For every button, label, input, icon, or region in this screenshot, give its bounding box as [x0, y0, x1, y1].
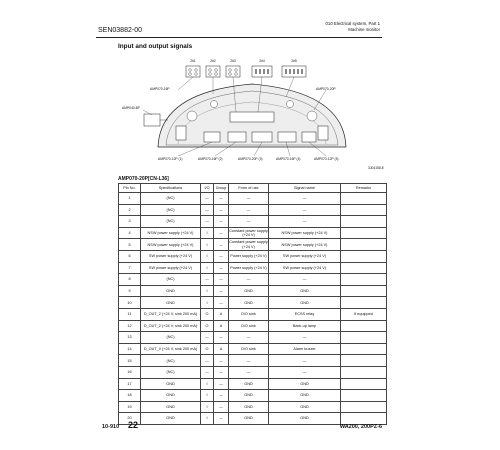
cell-io: I [201, 413, 214, 425]
cell-form: D/O sink [229, 320, 269, 332]
cell-io: — [201, 274, 214, 286]
cell-group: — [214, 390, 229, 402]
cell-spec: GND [141, 413, 201, 425]
cell-spec: (NC) [141, 355, 201, 367]
cell-group: — [214, 250, 229, 262]
cell-remarks [341, 262, 387, 274]
col-header-signal: Signal name [269, 184, 341, 193]
cell-group: — [214, 216, 229, 228]
cell-signal: — [269, 366, 341, 378]
connector-label-mid-left: AMP040-8P [122, 106, 140, 110]
cell-spec: GND [141, 401, 201, 413]
cell-form: Power supply (+24 V) [229, 262, 269, 274]
table-row [119, 274, 387, 286]
cell-form: GND [229, 285, 269, 297]
pin-label-1: 2#1 [190, 59, 196, 63]
cell-remarks: If equipped [341, 308, 387, 320]
cell-remarks [341, 320, 387, 332]
cell-group: — [214, 332, 229, 344]
cell-form: GND [229, 413, 269, 425]
cell-group: — [214, 193, 229, 205]
table-row [119, 193, 387, 205]
cell-signal: NSW power supply (+24 V) [269, 239, 341, 251]
cell-form: — [229, 204, 269, 216]
cell-spec: GND [141, 378, 201, 390]
figure-ref: 3J04158-E [368, 166, 384, 170]
cell-signal: — [269, 332, 341, 344]
cell-remarks [341, 413, 387, 425]
cell-form: GND [229, 297, 269, 309]
connector-label-bottom-1: AMP070-12P (1) [158, 157, 183, 161]
cell-remarks [341, 274, 387, 286]
connector-label-bottom-4: AMP070-16P (4) [276, 157, 301, 161]
cell-form: — [229, 274, 269, 286]
cell-spec: (NC) [141, 274, 201, 286]
cell-pin: 15 [119, 355, 141, 367]
table-row [119, 401, 387, 413]
cell-io: I [201, 401, 214, 413]
connector-label-bottom-5: AMP070-12P (5) [314, 157, 339, 161]
pin-label-2: 2#2 [210, 59, 216, 63]
cell-remarks [341, 297, 387, 309]
cell-spec: (NC) [141, 366, 201, 378]
cell-group: — [214, 285, 229, 297]
cell-spec: GND [141, 285, 201, 297]
pin-connector-2 [206, 66, 220, 77]
cell-remarks [341, 193, 387, 205]
cell-spec: D_OUT_2 (+24 V, sink 200 mA) [141, 308, 201, 320]
cell-pin: 2 [119, 204, 141, 216]
cell-spec: NSW power supply (+24 V) [141, 227, 201, 239]
pin-label-4: 2#4 [259, 59, 265, 63]
cell-pin: 8 [119, 274, 141, 286]
table-row [119, 239, 387, 251]
pin-connector-5 [282, 66, 306, 77]
cell-remarks [341, 378, 387, 390]
table-row [119, 308, 387, 320]
cell-signal: — [269, 204, 341, 216]
cell-pin: 16 [119, 366, 141, 378]
cell-group: — [214, 274, 229, 286]
cell-group: A [214, 343, 229, 355]
cell-remarks [341, 204, 387, 216]
header-rule [96, 37, 382, 38]
cell-form: GND [229, 390, 269, 402]
cell-signal: GND [269, 413, 341, 425]
cell-pin: 9 [119, 285, 141, 297]
col-header-io: I/O [201, 184, 214, 193]
cell-spec: (NC) [141, 204, 201, 216]
cell-group: — [214, 355, 229, 367]
header-section [326, 21, 380, 32]
cell-group: — [214, 239, 229, 251]
table-row [119, 262, 387, 274]
cell-pin: 20 [119, 413, 141, 425]
cell-pin: 11 [119, 308, 141, 320]
cell-group: — [214, 366, 229, 378]
table-row [119, 204, 387, 216]
cell-io: I [201, 250, 214, 262]
cell-remarks [341, 285, 387, 297]
cell-remarks [341, 216, 387, 228]
cell-pin: 12 [119, 320, 141, 332]
cell-form: GND [229, 378, 269, 390]
cell-form: Constant power supply (+24 V) [229, 240, 268, 249]
cell-group: A [214, 320, 229, 332]
cell-io: O [201, 320, 214, 332]
cell-form: D/O sink [229, 308, 269, 320]
cell-pin: 7 [119, 262, 141, 274]
cell-signal: — [269, 216, 341, 228]
cell-spec: (NC) [141, 332, 201, 344]
col-header-pin: Pin No. [119, 184, 141, 193]
cell-signal: GND [269, 401, 341, 413]
cell-group: A [214, 308, 229, 320]
table-row [119, 413, 387, 425]
cell-signal: — [269, 355, 341, 367]
cell-pin: 10 [119, 297, 141, 309]
cell-pin: 18 [119, 390, 141, 402]
pin-connector-3 [226, 66, 240, 77]
cell-remarks [341, 390, 387, 402]
cell-form: D/O sink [229, 343, 269, 355]
cell-group: — [214, 378, 229, 390]
cell-signal: ECSS relay [269, 308, 341, 320]
table-row [119, 355, 387, 367]
cell-form: — [229, 355, 269, 367]
header-section-line2: Machine monitor [348, 26, 380, 32]
table-header-row [119, 184, 387, 193]
cell-io: I [201, 239, 214, 251]
table-row [119, 216, 387, 228]
cell-pin: 19 [119, 401, 141, 413]
cell-signal: GND [269, 378, 341, 390]
cell-io: I [201, 297, 214, 309]
cell-remarks [341, 332, 387, 344]
cell-remarks [341, 355, 387, 367]
cell-form: Constant power supply (+24 V) [229, 228, 268, 238]
cell-form: — [229, 332, 269, 344]
cell-signal: — [269, 274, 341, 286]
cell-pin: 6 [119, 250, 141, 262]
footer-model: WA200, 200PZ-6 [339, 424, 382, 430]
cell-signal: — [269, 193, 341, 205]
cell-io: — [201, 204, 214, 216]
cell-pin: 3 [119, 216, 141, 228]
cell-pin: 17 [119, 378, 141, 390]
cell-signal: Back-up lamp [269, 320, 341, 332]
cell-group: — [214, 413, 229, 425]
cell-spec: D_OUT_0 (+24 V, sink 200 mA) [141, 343, 201, 355]
connector-diagram [118, 52, 386, 172]
pin-connector-1 [186, 66, 200, 77]
cell-remarks [341, 250, 387, 262]
cell-form: — [229, 216, 269, 228]
table-title: AMP070-20P[CN-L36] [118, 176, 169, 182]
cell-group: — [214, 262, 229, 274]
cell-form: Power supply (+24 V) [229, 250, 269, 262]
table-row [119, 378, 387, 390]
cell-pin: 5 [119, 239, 141, 251]
cell-io: I [201, 390, 214, 402]
cell-group: — [214, 297, 229, 309]
cell-io: O [201, 308, 214, 320]
cell-group: — [214, 227, 229, 239]
cell-spec: GND [141, 390, 201, 402]
cell-spec: GND [141, 297, 201, 309]
cell-spec: (NC) [141, 216, 201, 228]
footer-page-number: 22 [128, 420, 139, 430]
cell-remarks [341, 401, 387, 413]
connector-label-top-left: AMP070-16P [150, 87, 170, 91]
footer-section-ref: 10-910 [102, 424, 120, 430]
cell-io: — [201, 193, 214, 205]
cell-spec: NSW power supply (+24 V) [141, 239, 201, 251]
cell-io: I [201, 378, 214, 390]
cell-io: — [201, 355, 214, 367]
pin-table [118, 183, 387, 425]
cell-pin: 14 [119, 343, 141, 355]
table-row [119, 332, 387, 344]
table-row [119, 297, 387, 309]
header-section-line1: 010 Electrical system, Part 1 [325, 21, 380, 26]
pin-label-3: 2#3 [230, 59, 236, 63]
connector-label-bottom-2: AMP070-16P (2) [198, 157, 223, 161]
table-body [119, 193, 387, 425]
cell-signal: GND [269, 285, 341, 297]
col-header-spec: Specifications [141, 184, 201, 193]
cell-pin: 13 [119, 332, 141, 344]
col-header-group: Group [214, 184, 229, 193]
cell-signal: SW power supply (+24 V) [269, 262, 341, 274]
table-row [119, 227, 387, 239]
cell-pin: 4 [119, 227, 141, 239]
cell-form: — [229, 193, 269, 205]
cell-group: — [214, 204, 229, 216]
header-doc-id: SEN03882-00 [98, 27, 142, 34]
table-row [119, 390, 387, 402]
cell-form: GND [229, 401, 269, 413]
cell-io: I [201, 227, 214, 239]
cell-io: I [201, 262, 214, 274]
table-row [119, 320, 387, 332]
pin-label-5: 2#5 [291, 59, 297, 63]
cell-remarks [341, 366, 387, 378]
cell-spec: D_OUT_2 (+24 V, sink 200 mA) [141, 320, 201, 332]
cell-spec: SW power supply (+24 V) [141, 250, 201, 262]
cell-io: — [201, 366, 214, 378]
cell-remarks [341, 343, 387, 355]
table-row [119, 366, 387, 378]
cell-spec: (NC) [141, 193, 201, 205]
cell-signal: Alarm buzzer [269, 343, 341, 355]
table-row [119, 250, 387, 262]
cell-form: — [229, 366, 269, 378]
cell-remarks [341, 227, 387, 239]
section-title: Input and output signals [118, 43, 193, 50]
cell-group: — [214, 401, 229, 413]
monitor-back-housing [144, 84, 346, 147]
cell-signal: GND [269, 390, 341, 402]
cell-io: — [201, 216, 214, 228]
cell-signal: GND [269, 297, 341, 309]
cell-remarks [341, 239, 387, 251]
table-row [119, 285, 387, 297]
col-header-remarks: Remarks [341, 184, 387, 193]
top-pin-connectors [186, 59, 306, 77]
col-header-form: Form of use [229, 184, 269, 193]
cell-io: I [201, 285, 214, 297]
cell-io: — [201, 332, 214, 344]
connector-label-top-right: AMP070-20P [316, 87, 336, 91]
connector-label-bottom-3: AMP070-20P (3) [238, 157, 263, 161]
cell-signal: NSW power supply (+24 V) [269, 227, 341, 239]
cell-io: O [201, 343, 214, 355]
table-row [119, 343, 387, 355]
pin-connector-4 [252, 66, 272, 77]
cell-signal: SW power supply (+24 V) [269, 250, 341, 262]
cell-pin: 1 [119, 193, 141, 205]
cell-spec: SW power supply (+24 V) [141, 262, 201, 274]
